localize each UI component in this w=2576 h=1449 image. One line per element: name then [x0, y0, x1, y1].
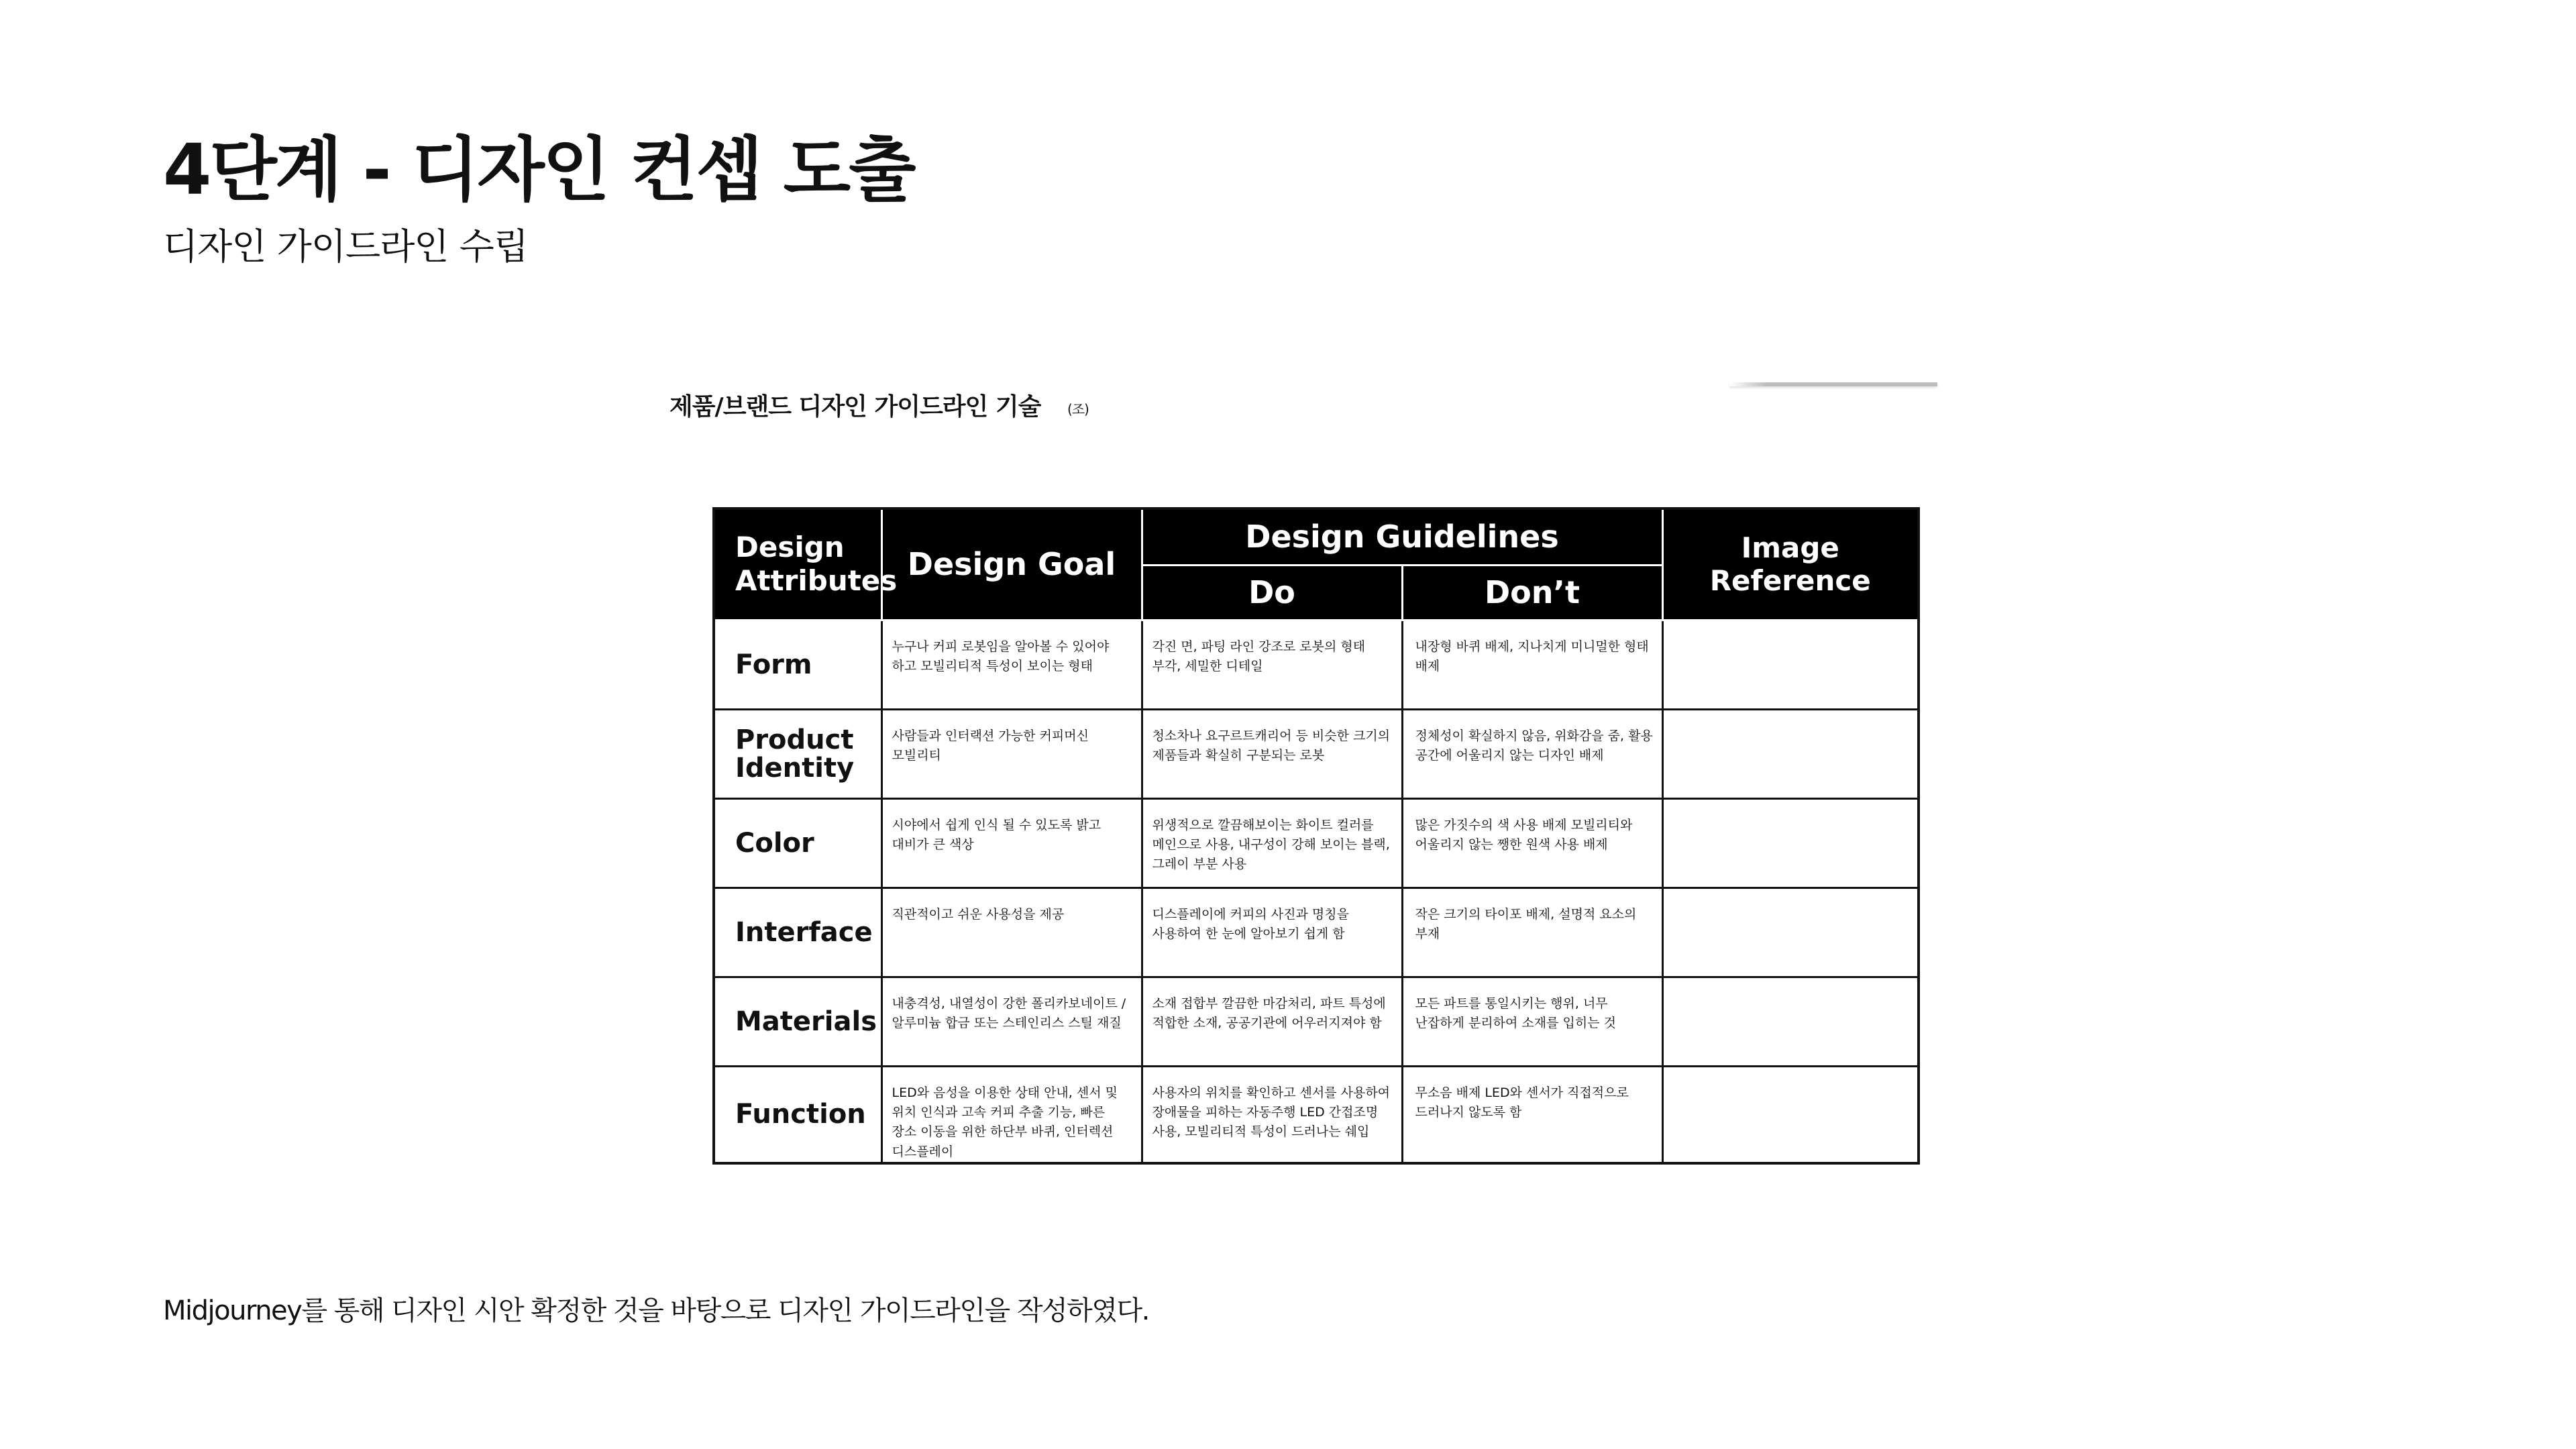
- header-dont: Don’t: [1402, 565, 1662, 620]
- row-goal: LED와 음성을 이용한 상태 안내, 센서 및 위치 인식과 고속 커피 추출 기능, 빠른 장소 이동을 위한 하단부 바퀴, 인터렉션 디스플레이: [881, 1066, 1142, 1163]
- row-dont: 작은 크기의 타이포 배제, 설명적 요소의 부재: [1402, 888, 1662, 977]
- row-image-reference: [1662, 977, 1919, 1066]
- slide-title: 4단계 - 디자인 컨셉 도출: [163, 129, 914, 211]
- row-attribute: Color: [714, 798, 881, 888]
- row-do: 위생적으로 깔끔해보이는 화이트 컬러를 메인으로 사용, 내구성이 강해 보이는 블랙, 그레이 부분 사용: [1142, 798, 1402, 888]
- design-guideline-table: [712, 507, 1920, 1165]
- header-do: Do: [1142, 565, 1402, 620]
- document-heading-note: (조): [1067, 400, 1089, 417]
- row-image-reference: [1662, 709, 1919, 798]
- footer-note: Midjourney를 통해 디자인 시안 확정한 것을 바탕으로 디자인 가이드라인을 작성하였다.: [163, 1295, 1149, 1326]
- table-row: [714, 620, 1919, 709]
- row-do: 사용자의 위치를 확인하고 센서를 사용하여 장애물을 피하는 자동주행 LED 간접조명 사용, 모빌리티적 특성이 드러나는 쉐입: [1142, 1066, 1402, 1163]
- row-attribute: Form: [714, 620, 881, 709]
- row-image-reference: [1662, 1066, 1919, 1163]
- document-edge-shadow: [1729, 382, 1937, 386]
- row-do: 소재 접합부 깔끔한 마감처리, 파트 특성에 적합한 소재, 공공기관에 어우러지져야 함: [1142, 977, 1402, 1066]
- row-do: 각진 면, 파팅 라인 강조로 로봇의 형태 부각, 세밀한 디테일: [1142, 620, 1402, 709]
- header-design-goal: Design Goal: [881, 508, 1142, 620]
- table-row: [714, 798, 1919, 888]
- table-row: [714, 977, 1919, 1066]
- row-do: 디스플레이에 커피의 사진과 명칭을 사용하여 한 눈에 알아보기 쉽게 함: [1142, 888, 1402, 977]
- row-goal: 시야에서 쉽게 인식 될 수 있도록 밝고 대비가 큰 색상: [881, 798, 1142, 888]
- row-dont: 정체성이 확실하지 않음, 위화감을 줌, 활용 공간에 어울리지 않는 디자인 배제: [1402, 709, 1662, 798]
- header-image-reference: Image Reference: [1662, 508, 1919, 620]
- document-heading: [669, 388, 1089, 422]
- row-dont: 무소음 배제 LED와 센서가 직접적으로 드러나지 않도록 함: [1402, 1066, 1662, 1163]
- row-dont: 많은 가짓수의 색 사용 배제 모빌리티와 어울리지 않는 쨍한 원색 사용 배제: [1402, 798, 1662, 888]
- row-image-reference: [1662, 798, 1919, 888]
- table-row: [714, 1066, 1919, 1163]
- row-goal: 사람들과 인터랙션 가능한 커피머신 모빌리티: [881, 709, 1142, 798]
- header-design-attributes: Design Attributes: [714, 508, 881, 620]
- header-design-guidelines: Design Guidelines: [1142, 508, 1662, 565]
- row-do: 청소차나 요구르트캐리어 등 비슷한 크기의 제품들과 확실히 구분되는 로봇: [1142, 709, 1402, 798]
- row-dont: 내장형 바퀴 배제, 지나치게 미니멀한 형태 배제: [1402, 620, 1662, 709]
- row-goal: 누구나 커피 로봇임을 알아볼 수 있어야 하고 모빌리티적 특성이 보이는 형태: [881, 620, 1142, 709]
- row-attribute: Interface: [714, 888, 881, 977]
- row-image-reference: [1662, 620, 1919, 709]
- row-image-reference: [1662, 888, 1919, 977]
- row-dont: 모든 파트를 통일시키는 행위, 너무 난잡하게 분리하여 소재를 입히는 것: [1402, 977, 1662, 1066]
- document-heading-text: 제품/브랜드 디자인 가이드라인 기술: [669, 393, 1041, 421]
- row-attribute: Product Identity: [714, 709, 881, 798]
- table-row: [714, 888, 1919, 977]
- row-goal: 내충격성, 내열성이 강한 폴리카보네이트 / 알루미늄 합금 또는 스테인리스 스틸 재질: [881, 977, 1142, 1066]
- row-goal: 직관적이고 쉬운 사용성을 제공: [881, 888, 1142, 977]
- row-attribute: Function: [714, 1066, 881, 1163]
- row-attribute: Materials: [714, 977, 881, 1066]
- table-row: [714, 709, 1919, 798]
- slide-subtitle: 디자인 가이드라인 수립: [163, 225, 528, 268]
